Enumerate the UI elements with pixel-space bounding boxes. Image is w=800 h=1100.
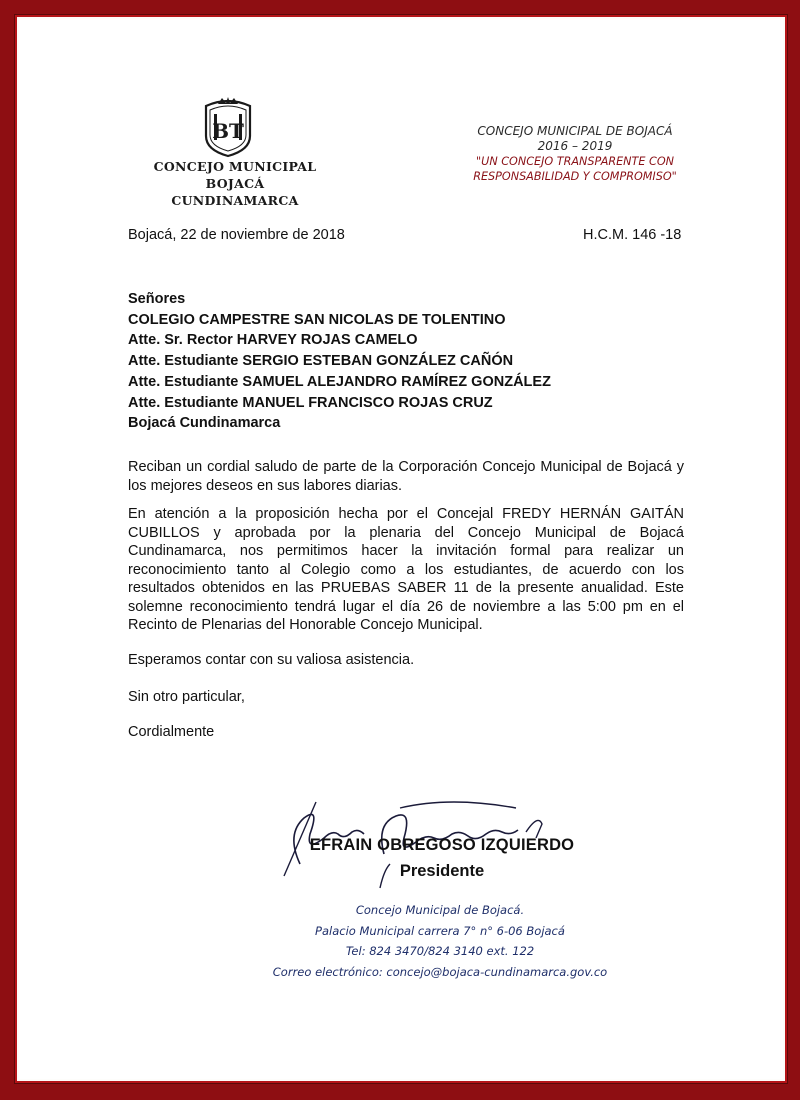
header-council-info <box>446 124 704 184</box>
org-name-line2: BOJACÁ CUNDINAMARCA <box>171 176 299 208</box>
closing-line-1: Esperamos contar con su valiosa asistencia. <box>128 652 415 668</box>
signer-title: Presidente <box>399 862 485 880</box>
logo-monogram: BT <box>212 119 244 143</box>
council-title: CONCEJO MUNICIPAL DE BOJACÁ <box>477 124 673 138</box>
letter-body <box>128 458 684 645</box>
slogan-line2: RESPONSABILIDAD Y COMPROMISO" <box>473 170 677 183</box>
addressee-salutation: Señores <box>128 291 186 307</box>
greeting-paragraph: Reciban un cordial saludo de parte de la Corporación Concejo Municipal de Bojacá y los mejores deseos en sus labores diarias. <box>128 459 684 494</box>
closing-line-3: Cordialmente <box>128 724 215 740</box>
footer-contact <box>230 900 650 982</box>
addressee-student-3: Atte. Estudiante MANUEL FRANCISCO ROJAS CRUZ <box>128 394 493 411</box>
addressee-student-2: Atte. Estudiante SAMUEL ALEJANDRO RAMÍREZ GONZÁLEZ <box>128 373 551 390</box>
footer-email: Correo electrónico: concejo@bojaca-cundinamarca.gov.co <box>272 964 608 979</box>
invitation-paragraph: En atención a la proposición hecha por el Concejal FREDY HERNÁN GAITÁN CUBILLOS y aprobada por la plenaria del Concejo Municipal de Bojacá Cundinamarca, nos permitimos hacer la invitación formal para realizar un reconocimiento tanto al Colegio como a los estudiantes, de acuerdo con los resultados obtenidos en las PRUEBAS SABER 11 de la presente anualidad. Este solemne reconocimiento tendrá lugar el día 26 de noviembre a las 5:00 pm en el Recinto de Plenarias del Honorable Concejo Municipal. <box>128 506 684 633</box>
addressee-school: COLEGIO CAMPESTRE SAN NICOLAS DE TOLENTINO <box>128 311 506 328</box>
addressee-location: Bojacá Cundinamarca <box>128 415 281 432</box>
organization-name <box>150 158 320 209</box>
addressee-block <box>128 289 688 434</box>
addressee-student-1: Atte. Estudiante SERGIO ESTEBAN GONZÁLEZ CAÑÓN <box>128 353 514 370</box>
signer-name: EFRAIN OBREGOSO IZQUIERDO <box>309 836 575 854</box>
closing-line-2: Sin otro particular, <box>128 689 245 705</box>
letter-reference: H.C.M. 146 -18 <box>583 227 682 243</box>
footer-phone: Tel: 824 3470/824 3140 ext. 122 <box>345 944 535 958</box>
footer-address: Palacio Municipal carrera 7° n° 6-06 Bojacá <box>315 923 565 938</box>
slogan-line1: "UN CONCEJO TRANSPARENTE CON <box>475 155 674 168</box>
coat-of-arms-logo <box>198 96 258 158</box>
addressee-rector: Atte. Sr. Rector HARVEY ROJAS CAMELO <box>128 332 418 349</box>
footer-org: Concejo Municipal de Bojacá. <box>355 903 525 917</box>
letter-date: Bojacá, 22 de noviembre de 2018 <box>128 227 345 243</box>
org-name-line1: CONCEJO MUNICIPAL <box>153 159 317 174</box>
council-period: 2016 – 2019 <box>537 139 613 153</box>
